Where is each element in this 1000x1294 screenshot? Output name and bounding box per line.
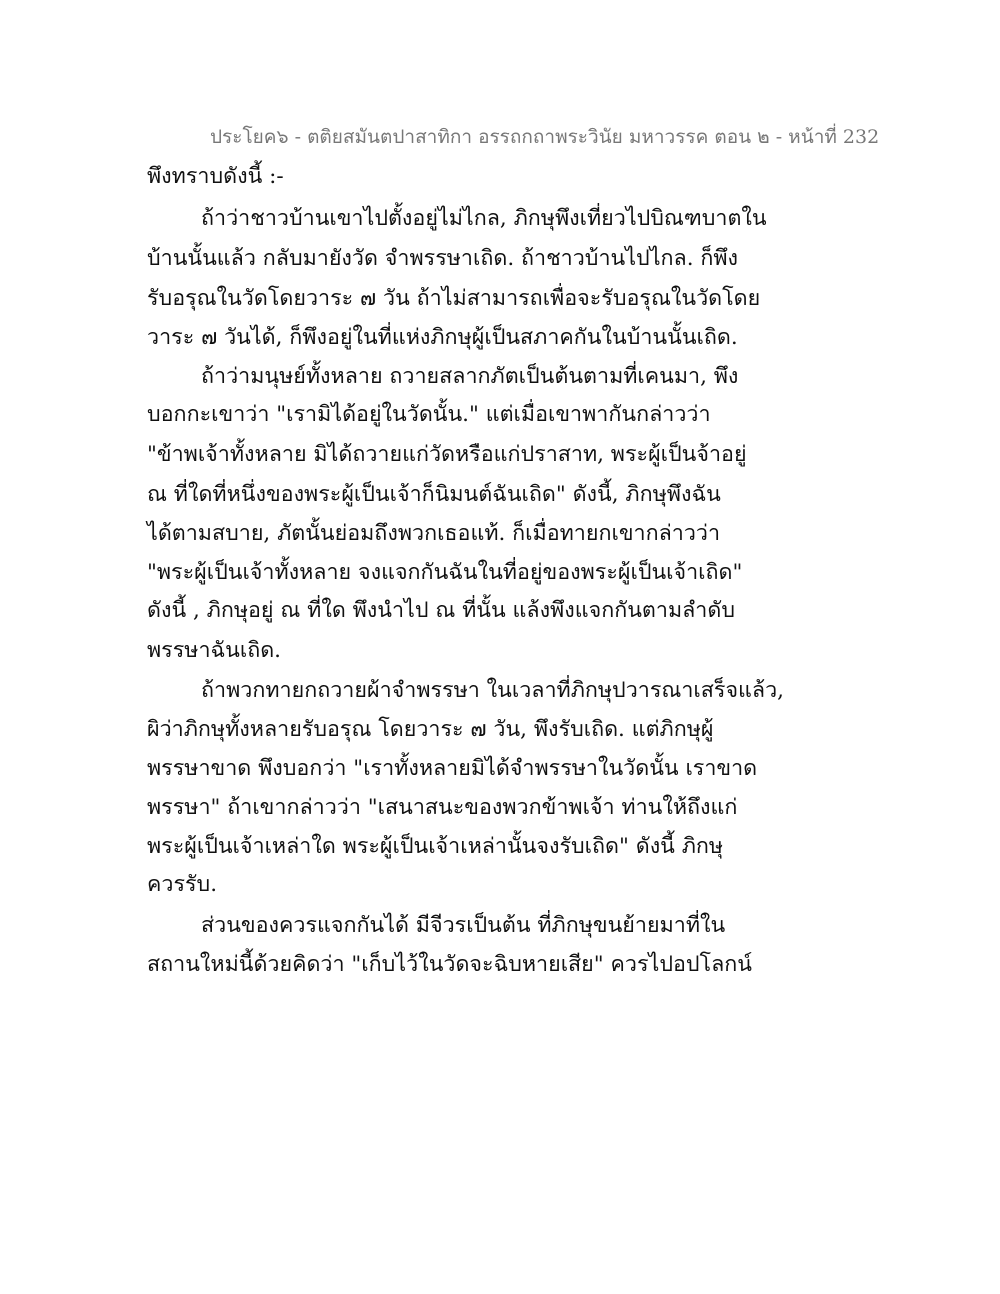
text-line: "ข้าพเจ้าทั้งหลาย มิได้ถวายแก่วัดหรือแก่ปราสาท, พระผู้เป็นจ้าอยู่ [147,442,747,467]
text-line: พรรษาขาด พึงบอกว่า "เราทั้งหลายมิได้จำพรรษาในวัดนั้น เราขาด [147,756,758,781]
text-line: ณ ที่ใดที่หนึ่งของพระผู้เป็นเจ้าก็นิมนต์ฉันเถิด" ดังนี้, ภิกษุพึงฉัน [147,482,721,507]
text-line: รับอรุณในวัดโดยวาระ ๗ วัน ถ้าไม่สามารถเพื่อจะรับอรุณในวัดโดย [147,286,761,311]
text-line: พรรษาฉันเถิด. [147,638,282,663]
text-line: พระผู้เป็นเจ้าเหล่าใด พระผู้เป็นเจ้าเหล่านั้นจงรับเถิด" ดังนี้ ภิกษุ [147,834,724,859]
paragraph-start-line: ส่วนของควรแจกกันได้ มีจีวรเป็นต้น ที่ภิกษุขนย้ายมาที่ใน [201,913,726,938]
text-line: ได้ตามสบาย, ภัตนั้นย่อมถึงพวกเธอแท้. ก็เมื่อทายกเขากล่าวว่า [147,521,721,546]
text-line: บอกกะเขาว่า "เรามิได้อยู่ในวัดนั้น." แต่เมื่อเขาพากันกล่าวว่า [147,402,711,427]
text-line: พึงทราบดังนี้ :- [147,164,284,189]
text-line: "พระผู้เป็นเจ้าทั้งหลาย จงแจกกันฉันในที่อยู่ของพระผู้เป็นเจ้าเถิด" [147,560,743,585]
paragraph-start-line: ถ้าว่าชาวบ้านเขาไปตั้งอยู่ไม่ไกล, ภิกษุพึงเที่ยวไปบิณฑบาตใน [201,206,767,231]
text-line: วาระ ๗ วันได้, ก็พึงอยู่ในที่แห่งภิกษุผู้เป็นสภาคกันในบ้านนั้นเถิด. [147,325,738,350]
text-line: ผิว่าภิกษุทั้งหลายรับอรุณ โดยวาระ ๗ วัน, พึงรับเถิด. แต่ภิกษุผู้ [147,717,714,742]
text-line: พรรษา" ถ้าเขากล่าวว่า "เสนาสนะของพวกข้าพเจ้า ท่านให้ถึงแก่ [147,795,738,820]
text-line: สถานใหม่นี้ด้วยคิดว่า "เก็บไว้ในวัดจะฉิบหายเสีย" ควรไปอปโลกน์ [147,952,752,977]
text-line: บ้านนั้นแล้ว กลับมายังวัด จำพรรษาเถิด. ถ้าชาวบ้านไปไกล. ก็พึง [147,246,739,271]
paragraph-start-line: ถ้าพวกทายกถวายผ้าจำพรรษา ในเวลาที่ภิกษุปวารณาเสร็จแล้ว, [201,678,784,703]
running-header: ประโยค๖ - ตติยสมันตปาสาทิกา อรรถกถาพระวินัย มหาวรรค ตอน ๒ - หน้าที่ 232 [210,126,880,148]
paragraph-start-line: ถ้าว่ามนุษย์ทั้งหลาย ถวายสลากภัตเป็นต้นตามที่เคนมา, พึง [201,364,739,389]
text-line: ควรรับ. [147,872,218,897]
text-line: ดังนี้ , ภิกษุอยู่ ณ ที่ใด พึงนำไป ณ ที่นั้น แล้งพึงแจกกันตามลำดับ [147,598,735,623]
